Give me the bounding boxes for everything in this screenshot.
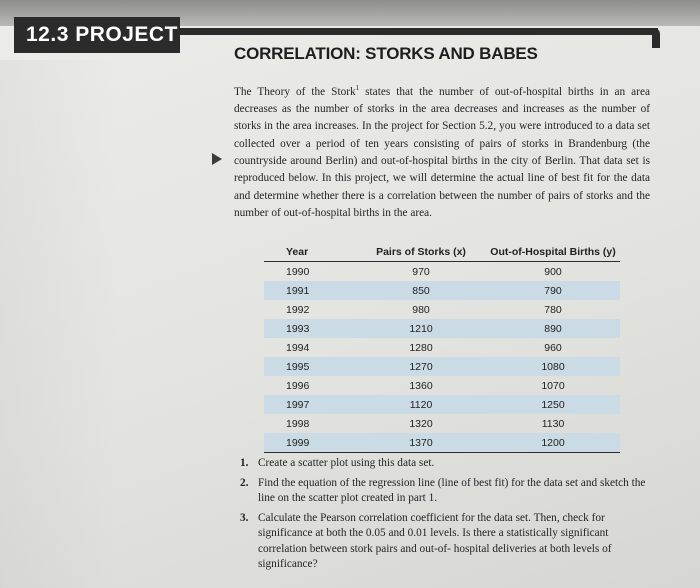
table-header-row	[264, 243, 620, 262]
question-text: Calculate the Pearson correlation coefficient for the data set. Then, check for significance at both the 0.05 and 0.01 levels. Is there a statistically significant correlation between stork pairs and out-of- hospital deliveries at both levels of significance?	[258, 511, 612, 570]
section-badge	[14, 17, 180, 53]
cell-storks: 850	[356, 281, 486, 300]
cell-births: 790	[486, 281, 620, 300]
cell-year: 1993	[264, 319, 356, 338]
cell-year: 1994	[286, 341, 310, 354]
cell-year: 1995	[264, 357, 356, 376]
header-births: Out-of-Hospital Births (y)	[486, 243, 620, 262]
cell-storks: 1370	[356, 433, 486, 453]
cell-year: 1991	[264, 281, 356, 300]
table-row	[264, 262, 620, 282]
cell-year: 1999	[264, 433, 356, 453]
cell-storks: 970	[412, 265, 430, 278]
cell-year: 1990	[286, 265, 310, 278]
table-row	[264, 414, 620, 433]
footnote-marker: 1	[355, 84, 360, 92]
cell-births: 1200	[486, 433, 620, 453]
question-text: Create a scatter plot using this data set.	[258, 457, 435, 469]
list-item	[240, 456, 650, 472]
cell-year: 1992	[286, 303, 310, 316]
header-year: Year	[264, 243, 356, 262]
intro-paragraph	[234, 80, 650, 222]
table-row	[264, 281, 620, 300]
cell-births: 900	[544, 265, 562, 278]
cell-births: 1250	[486, 395, 620, 414]
list-item	[240, 476, 650, 507]
cell-births: 890	[486, 319, 620, 338]
question-text: Find the equation of the regression line (line of best fit) for the data set and sketch the line on the scatter plot created in part 1.	[258, 476, 646, 504]
page-title: CORRELATION: STORKS AND BABES	[234, 44, 538, 63]
list-item	[240, 511, 650, 573]
cell-year: 1998	[286, 417, 310, 430]
table-row	[264, 300, 620, 319]
question-number: 1.	[240, 457, 249, 469]
data-table	[264, 243, 620, 453]
table-row	[264, 338, 620, 357]
header-rule-end	[652, 28, 660, 48]
cell-births: 780	[544, 303, 562, 316]
cell-births: 1080	[486, 357, 620, 376]
cell-storks: 1210	[356, 319, 486, 338]
cell-year: 1997	[264, 395, 356, 414]
intro-text-start: The Theory of the Stork	[234, 85, 356, 98]
header-storks: Pairs of Storks (x)	[356, 243, 486, 262]
cell-storks: 1270	[356, 357, 486, 376]
cell-births: 1130	[541, 417, 565, 430]
cell-storks: 1120	[356, 395, 486, 414]
table-row	[264, 319, 620, 338]
cell-storks: 1320	[409, 417, 433, 430]
table-row	[264, 376, 620, 395]
section-label: 12.3 PROJECT	[26, 23, 178, 46]
table-row	[264, 357, 620, 376]
table-row	[264, 395, 620, 414]
intro-text-rest: states that the number of out-of-hospital births in an area decreases as the number of storks in the area decreases and increases as the number of storks in the area increases. In the project for Section 5.2, you were introduced to a data set collected over a period of ten years consisting of pairs of storks in Brandenburg (the countryside around Berlin) and out-of-hospital births in the city of Berlin. That data set is reproduced below. In this project, we will determine the actual line of best fit for the data and determine whether there is a correlation between the number of pairs of storks and the number of out-of-hospital births in the area.	[234, 85, 650, 219]
question-number: 2.	[240, 476, 249, 489]
cell-storks: 1280	[409, 341, 433, 354]
cell-births: 1070	[541, 379, 565, 392]
page-shadow	[0, 60, 120, 588]
header-rule	[180, 28, 658, 35]
cell-storks: 1360	[409, 379, 433, 392]
cell-births: 960	[544, 341, 562, 354]
cell-storks: 980	[412, 303, 430, 316]
margin-arrow-icon	[212, 153, 222, 165]
question-number: 3.	[240, 511, 249, 524]
question-list	[240, 456, 650, 577]
table-row	[264, 433, 620, 453]
cell-year: 1996	[286, 379, 310, 392]
